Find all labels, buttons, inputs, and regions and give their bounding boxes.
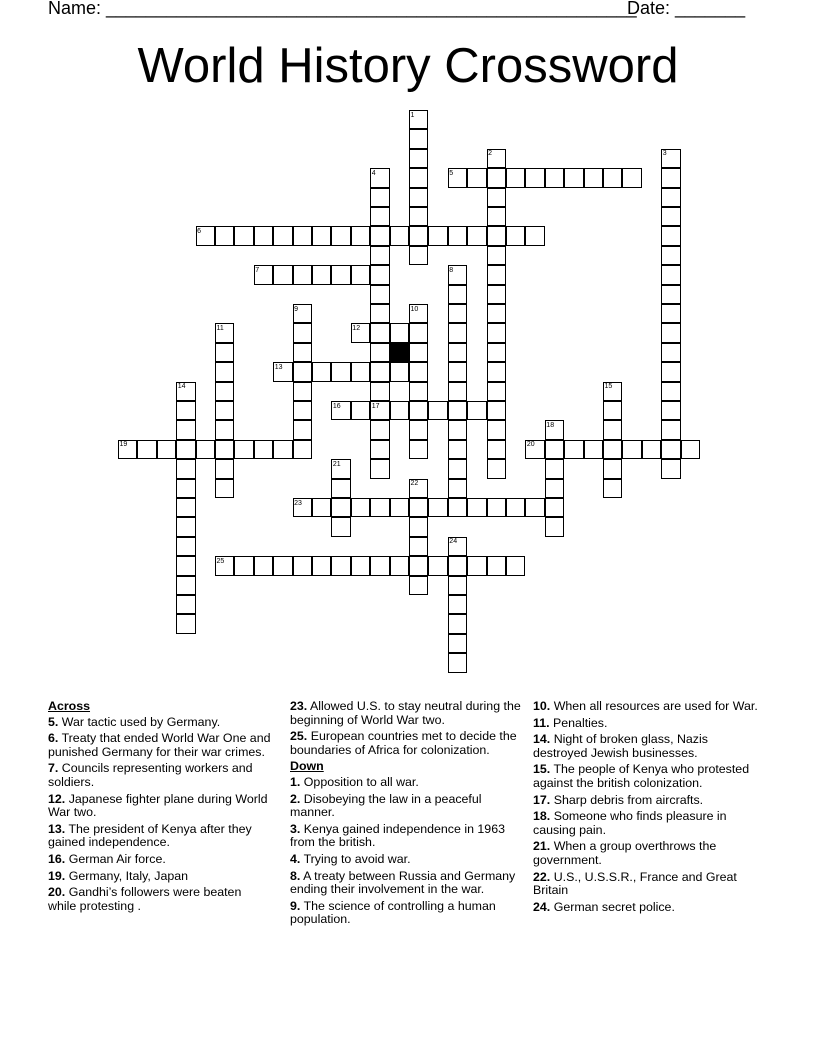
grid-cell	[487, 323, 506, 342]
clue-across-23: 23. Allowed U.S. to stay neutral during the beginning of World War two.	[290, 699, 521, 727]
grid-cell	[487, 285, 506, 304]
grid-cell	[487, 207, 506, 226]
grid-cell	[448, 653, 467, 672]
grid-cell	[409, 207, 428, 226]
grid-cell	[390, 498, 409, 517]
grid-cell	[487, 440, 506, 459]
grid-number: 20	[526, 441, 535, 449]
grid-cell	[642, 440, 661, 459]
grid-cell	[448, 420, 467, 439]
grid-cell	[487, 556, 506, 575]
grid-cell	[448, 362, 467, 381]
grid-cell	[661, 246, 680, 265]
grid-cell	[215, 226, 234, 245]
grid-cell	[176, 420, 195, 439]
grid-cell	[312, 226, 331, 245]
grid-cell	[176, 595, 195, 614]
grid-cell	[409, 362, 428, 381]
grid-cell	[409, 498, 428, 517]
clue-down-8: 8. A treaty between Russia and Germany ending their involvement in the war.	[290, 868, 516, 897]
grid-cell	[176, 576, 195, 595]
grid-cell	[254, 226, 273, 245]
grid-number: 21	[332, 460, 341, 468]
grid-number: 22	[410, 480, 419, 488]
grid-cell	[409, 246, 428, 265]
grid-cell	[273, 226, 292, 245]
grid-number: 18	[546, 421, 555, 429]
grid-cell	[448, 498, 467, 517]
grid-cell	[370, 498, 389, 517]
grid-cell	[525, 168, 544, 187]
grid-cell	[487, 420, 506, 439]
grid-cell	[331, 498, 350, 517]
grid-cell	[215, 459, 234, 478]
grid-cell	[448, 634, 467, 653]
clue-down-14: 14. Night of broken glass, Nazis destroyed Jewish businesses.	[533, 732, 708, 760]
grid-cell	[661, 401, 680, 420]
grid-cell	[370, 246, 389, 265]
grid-cell	[564, 168, 583, 187]
grid-cell	[293, 420, 312, 439]
grid-cell	[487, 246, 506, 265]
grid-cell	[506, 498, 525, 517]
grid-cell	[351, 498, 370, 517]
down-heading: Down	[290, 759, 324, 774]
grid-cell	[506, 226, 525, 245]
grid-number: 17	[371, 402, 380, 410]
grid-cell	[545, 498, 564, 517]
grid-cell	[273, 556, 292, 575]
grid-cell	[234, 440, 253, 459]
grid-cell	[293, 556, 312, 575]
grid-cell	[370, 265, 389, 284]
grid-cell	[176, 537, 195, 556]
grid-cell	[448, 226, 467, 245]
clue-across-12: 12. Japanese fighter plane during World War two.	[48, 791, 268, 820]
grid-cell	[331, 265, 350, 284]
grid-cell	[409, 537, 428, 556]
grid-cell	[506, 556, 525, 575]
grid-cell	[467, 556, 486, 575]
grid-cell	[622, 168, 641, 187]
grid-cell	[293, 440, 312, 459]
grid-cell	[312, 362, 331, 381]
clue-across-13: 13. The president of Kenya after they gained independence.	[48, 821, 252, 850]
grid-cell	[409, 323, 428, 342]
grid-cell	[215, 440, 234, 459]
grid-cell	[234, 556, 253, 575]
grid-cell	[545, 459, 564, 478]
grid-cell	[448, 459, 467, 478]
grid-number: 24	[449, 538, 458, 546]
grid-number: 13	[274, 363, 283, 371]
grid-cell	[428, 226, 447, 245]
grid-cell	[603, 459, 622, 478]
grid-cell	[467, 168, 486, 187]
grid-cell	[545, 440, 564, 459]
grid-cell	[331, 479, 350, 498]
grid-cell	[370, 285, 389, 304]
clue-down-3: 3. Kenya gained independence in 1963 from the british.	[290, 821, 505, 850]
grid-cell	[448, 323, 467, 342]
grid-number: 5	[449, 169, 454, 177]
grid-number: 15	[604, 383, 613, 391]
grid-cell	[293, 226, 312, 245]
grid-number: 16	[332, 402, 341, 410]
grid-cell	[545, 168, 564, 187]
grid-cell	[176, 440, 195, 459]
grid-cell	[409, 556, 428, 575]
name-field-label: Name: _____________________________________________________	[48, 0, 637, 18]
grid-cell	[370, 207, 389, 226]
grid-number: 8	[449, 266, 454, 274]
grid-cell	[370, 343, 389, 362]
clue-across-25: 25. European countries met to decide the boundaries of Africa for colonization.	[290, 729, 517, 757]
grid-cell	[176, 459, 195, 478]
grid-cell	[603, 479, 622, 498]
across-heading: Across	[48, 699, 91, 713]
grid-cell	[390, 362, 409, 381]
grid-cell	[215, 362, 234, 381]
grid-cell	[487, 382, 506, 401]
grid-number: 9	[294, 305, 298, 313]
grid-cell	[312, 265, 331, 284]
grid-cell	[409, 401, 428, 420]
grid-cell	[487, 226, 506, 245]
clue-across-20: 20. Gandhi’s followers were beaten while protesting .	[48, 885, 242, 913]
grid-cell	[409, 576, 428, 595]
clue-down-15: 15. The people of Kenya who protested against the british colonization.	[533, 762, 750, 790]
clue-across-16: 16. German Air force.	[48, 851, 166, 866]
page-title: World History Crossword	[137, 39, 679, 93]
clue-across-7: 7. Councils representing workers and soldiers.	[48, 761, 253, 789]
grid-cell	[603, 420, 622, 439]
grid-cell	[293, 362, 312, 381]
grid-cell	[390, 323, 409, 342]
grid-number: 1	[410, 111, 415, 119]
grid-cell	[428, 556, 447, 575]
grid-cell	[661, 459, 680, 478]
grid-cell	[370, 323, 389, 342]
grid-cell	[661, 323, 680, 342]
grid-cell	[176, 517, 195, 536]
grid-cell	[448, 479, 467, 498]
grid-cell	[312, 498, 331, 517]
grid-cell	[254, 440, 273, 459]
grid-cell	[428, 498, 447, 517]
grid-cell	[370, 362, 389, 381]
grid-number: 10	[410, 305, 419, 313]
grid-number: 4	[371, 169, 376, 177]
grid-cell	[370, 382, 389, 401]
clue-down-9: 9. The science of controlling a human population.	[290, 898, 496, 927]
grid-cell	[293, 265, 312, 284]
grid-cell	[176, 401, 195, 420]
grid-cell	[661, 207, 680, 226]
grid-cell	[525, 226, 544, 245]
grid-cell	[331, 556, 350, 575]
grid-cell	[487, 168, 506, 187]
grid-cell	[448, 285, 467, 304]
grid-cell	[448, 576, 467, 595]
clue-across-19: 19. Germany, Italy, Japan	[48, 868, 189, 883]
grid-number: 3	[662, 150, 667, 158]
clue-down-22: 22. U.S., U.S.S.R., France and Great Britain	[533, 869, 737, 898]
grid-cell	[370, 459, 389, 478]
grid-cell	[409, 343, 428, 362]
clue-down-18: 18. Someone who finds pleasure in causing pain.	[533, 809, 727, 837]
grid-cell	[545, 517, 564, 536]
grid-cell	[487, 304, 506, 323]
grid-cell	[661, 440, 680, 459]
grid-cell	[273, 440, 292, 459]
grid-cell	[293, 401, 312, 420]
grid-cell	[661, 265, 680, 284]
grid-cell	[661, 188, 680, 207]
grid-cell	[681, 440, 700, 459]
grid-cell	[409, 517, 428, 536]
grid-cell	[448, 343, 467, 362]
grid-cell	[564, 440, 583, 459]
grid-cell	[661, 226, 680, 245]
clue-across-5: 5. War tactic used by Germany.	[48, 714, 221, 729]
date-field-label: Date: _______	[627, 0, 746, 18]
grid-cell	[351, 362, 370, 381]
grid-cell	[448, 595, 467, 614]
grid-cell	[390, 226, 409, 245]
clue-across-6: 6. Treaty that ended World War One and punished Germany for their war crimes.	[48, 731, 271, 759]
grid-number: 11	[216, 324, 224, 332]
grid-cell	[176, 614, 195, 633]
clue-down-10: 10. When all resources are used for War.	[533, 699, 758, 713]
grid-cell	[467, 226, 486, 245]
grid-cell	[467, 401, 486, 420]
clues-column-3	[533, 700, 758, 917]
grid-cell	[487, 343, 506, 362]
grid-cell	[254, 556, 273, 575]
grid-cell	[506, 168, 525, 187]
grid-cell	[234, 226, 253, 245]
grid-cell	[603, 401, 622, 420]
grid-cell	[370, 188, 389, 207]
grid-cell	[661, 382, 680, 401]
grid-cell	[293, 343, 312, 362]
clue-down-11: 11. Penalties.	[533, 715, 608, 730]
grid-cell	[351, 226, 370, 245]
grid-cell	[448, 382, 467, 401]
grid-cell	[370, 304, 389, 323]
clue-down-4: 4. Trying to avoid war.	[290, 851, 411, 866]
grid-cell	[661, 168, 680, 187]
grid-cell	[409, 420, 428, 439]
grid-cell	[409, 188, 428, 207]
grid-cell	[448, 401, 467, 420]
grid-cell	[176, 479, 195, 498]
grid-cell	[661, 304, 680, 323]
grid-cell	[448, 556, 467, 575]
grid-cell	[215, 401, 234, 420]
grid-cell	[487, 188, 506, 207]
grid-cell	[351, 265, 370, 284]
grid-cell	[661, 285, 680, 304]
grid-cell	[448, 304, 467, 323]
grid-cell	[273, 265, 292, 284]
grid-cell	[293, 382, 312, 401]
grid-cell	[603, 440, 622, 459]
grid-cell	[176, 556, 195, 575]
clue-down-24: 24. German secret police.	[533, 899, 675, 914]
grid-cell	[370, 556, 389, 575]
grid-cell	[584, 168, 603, 187]
grid-number: 7	[255, 266, 260, 274]
grid-number: 19	[119, 441, 128, 449]
grid-cell	[409, 440, 428, 459]
grid-number: 14	[177, 383, 186, 391]
grid-cell	[370, 226, 389, 245]
grid-cell	[215, 420, 234, 439]
grid-cell	[409, 168, 428, 187]
grid-cell	[487, 265, 506, 284]
clue-down-21: 21. When a group overthrows the government.	[533, 839, 717, 867]
grid-cell	[137, 440, 156, 459]
grid-cell	[603, 168, 622, 187]
grid-cell	[487, 459, 506, 478]
grid-cell	[661, 420, 680, 439]
grid-cell	[467, 498, 486, 517]
grid-cell	[196, 440, 215, 459]
grid-cell	[448, 440, 467, 459]
grid-cell	[661, 343, 680, 362]
clue-down-2: 2. Disobeying the law in a peaceful manner.	[290, 791, 482, 820]
grid-cell	[487, 362, 506, 381]
grid-number: 25	[216, 557, 225, 565]
grid-cell	[370, 440, 389, 459]
grid-cell	[293, 323, 312, 342]
grid-cell	[351, 556, 370, 575]
grid-cell	[351, 401, 370, 420]
grid-cell	[312, 556, 331, 575]
grid-cell	[331, 362, 350, 381]
grid-cell	[215, 382, 234, 401]
grid-cell	[390, 401, 409, 420]
grid-cell	[331, 517, 350, 536]
grid-number: 2	[488, 150, 492, 158]
grid-cell	[176, 498, 195, 517]
grid-cell	[487, 401, 506, 420]
grid-cell	[215, 343, 234, 362]
grid-cell	[525, 498, 544, 517]
clues-column-2	[290, 700, 525, 930]
grid-cell	[409, 149, 428, 168]
grid-cell	[409, 382, 428, 401]
black-square	[390, 343, 409, 362]
clue-down-17: 17. Sharp debris from aircrafts.	[533, 792, 704, 807]
grid-cell	[157, 440, 176, 459]
grid-cell	[390, 556, 409, 575]
grid-cell	[487, 498, 506, 517]
grid-cell	[584, 440, 603, 459]
grid-cell	[215, 479, 234, 498]
grid-cell	[409, 129, 428, 148]
clues-column-1	[48, 700, 273, 916]
grid-cell	[428, 401, 447, 420]
clue-down-1: 1. Opposition to all war.	[290, 774, 419, 789]
grid-number: 6	[197, 227, 201, 235]
grid-cell	[370, 420, 389, 439]
grid-cell	[622, 440, 641, 459]
grid-cell	[545, 479, 564, 498]
grid-cell	[331, 226, 350, 245]
grid-cell	[661, 362, 680, 381]
grid-number: 12	[352, 324, 361, 332]
grid-cell	[448, 614, 467, 633]
grid-cell	[409, 226, 428, 245]
grid-number: 23	[294, 499, 302, 507]
